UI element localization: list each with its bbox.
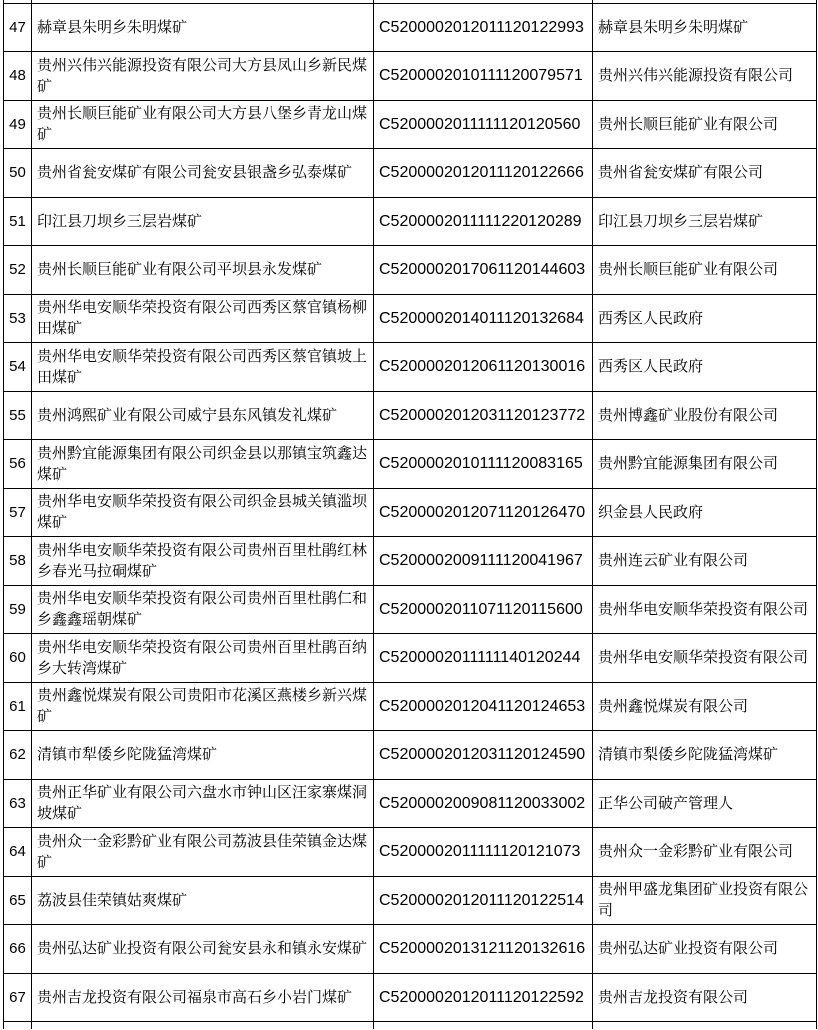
table-row xyxy=(4,100,817,149)
table-row xyxy=(4,925,817,974)
license-code-cell: C5200002011111220120289 xyxy=(374,197,593,246)
mine-name-cell: 贵州吉龙投资有限公司福泉市高石乡小岩门煤矿 xyxy=(32,973,374,1022)
holder-cell: 贵州省瓮安煤矿有限公司 xyxy=(593,149,817,198)
table-row xyxy=(4,440,817,489)
mine-name-cell: 贵州鑫悦煤炭有限公司贵阳市花溪区燕楼乡新兴煤矿 xyxy=(32,682,374,731)
row-number-cell: 51 xyxy=(4,197,32,246)
table-row xyxy=(4,52,817,101)
table-row xyxy=(4,682,817,731)
mine-name-cell: 贵州兴伟兴能源投资有限公司大方县凤山乡新民煤矿 xyxy=(32,52,374,101)
license-code-cell: C5200002012011120122514 xyxy=(374,876,593,925)
row-number-cell: 64 xyxy=(4,828,32,877)
mine-name-cell: 贵州鸿熙矿业有限公司威宁县东风镇发礼煤矿 xyxy=(32,391,374,440)
mine-name-cell: 贵州华电安顺华荣投资有限公司西秀区蔡官镇坡上田煤矿 xyxy=(32,343,374,392)
holder-cell: 贵州弘达矿业投资有限公司 xyxy=(593,925,817,974)
license-code-cell: C5200002012031120123772 xyxy=(374,391,593,440)
mine-name-cell: 贵州华电安顺华荣投资有限公司织金县城关镇滥坝煤矿 xyxy=(32,488,374,537)
mine-name-cell: 贵州省瓮安煤矿有限公司瓮安县银盏乡弘泰煤矿 xyxy=(32,149,374,198)
mine-name-cell: 贵州华电安顺华荣投资有限公司贵州百里杜鹃仁和乡鑫鑫瑶朝煤矿 xyxy=(32,585,374,634)
mine-table-body xyxy=(4,0,817,1029)
table-row xyxy=(4,585,817,634)
license-code-cell: C5200002017061120144603 xyxy=(374,246,593,295)
holder-cell: 织金县人民政府 xyxy=(593,488,817,537)
mine-name-cell: 清镇市犁倭乡陀陇猛湾煤矿 xyxy=(32,731,374,780)
table-row xyxy=(4,246,817,295)
mine-name-cell: 贵州弘达矿业投资有限公司瓮安县永和镇永安煤矿 xyxy=(32,925,374,974)
license-code-cell: C5200002012041120124653 xyxy=(374,682,593,731)
license-code-cell: C5200002012061120130016 xyxy=(374,343,593,392)
mine-license-table xyxy=(3,0,817,1029)
holder-cell: 贵州长顺巨能矿业有限公司 xyxy=(593,100,817,149)
license-code-cell: C5200002013121120132616 xyxy=(374,925,593,974)
row-number-cell: 63 xyxy=(4,779,32,828)
license-code-cell: C5200002009081120033002 xyxy=(374,779,593,828)
holder-cell: 贵州黔宜能源集团有限公司 xyxy=(593,440,817,489)
row-number-cell: 47 xyxy=(4,3,32,52)
row-number-cell: 57 xyxy=(4,488,32,537)
holder-cell: 贵州博鑫矿业股份有限公司 xyxy=(593,391,817,440)
license-code-cell: C5200002009111120041967 xyxy=(374,537,593,586)
license-code-cell: C5200002014011120132684 xyxy=(374,294,593,343)
row-number-cell: 58 xyxy=(4,537,32,586)
table-row xyxy=(4,149,817,198)
license-code-cell: C5200002012031120124590 xyxy=(374,731,593,780)
row-number-cell: 61 xyxy=(4,682,32,731)
holder-cell: 正华公司破产管理人 xyxy=(593,779,817,828)
row-number-cell: 55 xyxy=(4,391,32,440)
holder-cell: 贵州众一金彩黔矿业有限公司 xyxy=(593,828,817,877)
table-row xyxy=(4,537,817,586)
license-code-cell: C5200002012071120126470 xyxy=(374,488,593,537)
holder-cell: 贵州吉龙投资有限公司 xyxy=(593,973,817,1022)
holder-cell: 印江县刀坝乡三层岩煤矿 xyxy=(593,197,817,246)
mine-name-cell: 贵州长顺巨能矿业有限公司大方县八堡乡青龙山煤矿 xyxy=(32,100,374,149)
cropped-cell xyxy=(32,1022,374,1029)
mine-name-cell: 赫章县朱明乡朱明煤矿 xyxy=(32,3,374,52)
table-row xyxy=(4,828,817,877)
mine-name-cell: 印江县刀坝乡三层岩煤矿 xyxy=(32,197,374,246)
mine-name-cell: 贵州华电安顺华荣投资有限公司贵州百里杜鹃红林乡春光马拉硐煤矿 xyxy=(32,537,374,586)
row-number-cell: 52 xyxy=(4,246,32,295)
holder-cell: 贵州兴伟兴能源投资有限公司 xyxy=(593,52,817,101)
license-code-cell: C5200002010111120083165 xyxy=(374,440,593,489)
cropped-cell xyxy=(593,1022,817,1029)
table-row xyxy=(4,294,817,343)
cropped-row-bottom xyxy=(4,1022,817,1029)
license-code-cell: C5200002011071120115600 xyxy=(374,585,593,634)
holder-cell: 贵州华电安顺华荣投资有限公司 xyxy=(593,634,817,683)
mine-name-cell: 贵州黔宜能源集团有限公司织金县以那镇宝筑鑫达煤矿 xyxy=(32,440,374,489)
table-row xyxy=(4,3,817,52)
row-number-cell: 54 xyxy=(4,343,32,392)
table-row xyxy=(4,876,817,925)
row-number-cell: 59 xyxy=(4,585,32,634)
table-row xyxy=(4,197,817,246)
license-code-cell: C5200002010111120079571 xyxy=(374,52,593,101)
row-number-cell: 49 xyxy=(4,100,32,149)
holder-cell: 贵州鑫悦煤炭有限公司 xyxy=(593,682,817,731)
mine-name-cell: 贵州华电安顺华荣投资有限公司贵州百里杜鹃百纳乡大转湾煤矿 xyxy=(32,634,374,683)
table-row xyxy=(4,343,817,392)
holder-cell: 贵州连云矿业有限公司 xyxy=(593,537,817,586)
mine-name-cell: 贵州正华矿业有限公司六盘水市钟山区汪家寨煤洞坡煤矿 xyxy=(32,779,374,828)
table-row xyxy=(4,973,817,1022)
cropped-cell xyxy=(374,1022,593,1029)
mine-name-cell: 贵州华电安顺华荣投资有限公司西秀区蔡官镇杨柳田煤矿 xyxy=(32,294,374,343)
license-code-cell: C5200002012011120122666 xyxy=(374,149,593,198)
holder-cell: 清镇市梨倭乡陀陇猛湾煤矿 xyxy=(593,731,817,780)
row-number-cell: 62 xyxy=(4,731,32,780)
row-number-cell: 65 xyxy=(4,876,32,925)
holder-cell: 贵州甲盛龙集团矿业投资有限公司 xyxy=(593,876,817,925)
holder-cell: 西秀区人民政府 xyxy=(593,343,817,392)
mine-name-cell: 贵州众一金彩黔矿业有限公司荔波县佳荣镇金达煤矿 xyxy=(32,828,374,877)
row-number-cell: 48 xyxy=(4,52,32,101)
row-number-cell: 56 xyxy=(4,440,32,489)
holder-cell: 西秀区人民政府 xyxy=(593,294,817,343)
row-number-cell: 67 xyxy=(4,973,32,1022)
mine-name-cell: 荔波县佳荣镇姑爽煤矿 xyxy=(32,876,374,925)
table-row xyxy=(4,634,817,683)
mine-name-cell: 贵州长顺巨能矿业有限公司平坝县永发煤矿 xyxy=(32,246,374,295)
row-number-cell: 66 xyxy=(4,925,32,974)
table-row xyxy=(4,391,817,440)
holder-cell: 赫章县朱明乡朱明煤矿 xyxy=(593,3,817,52)
row-number-cell: 50 xyxy=(4,149,32,198)
table-row xyxy=(4,488,817,537)
license-code-cell: C5200002012011120122592 xyxy=(374,973,593,1022)
holder-cell: 贵州华电安顺华荣投资有限公司 xyxy=(593,585,817,634)
row-number-cell: 60 xyxy=(4,634,32,683)
license-code-cell: C5200002011111120121073 xyxy=(374,828,593,877)
license-code-cell: C5200002011111140120244 xyxy=(374,634,593,683)
license-code-cell: C5200002011111120120560 xyxy=(374,100,593,149)
cropped-cell xyxy=(4,1022,32,1029)
table-row xyxy=(4,731,817,780)
holder-cell: 贵州长顺巨能矿业有限公司 xyxy=(593,246,817,295)
table-row xyxy=(4,779,817,828)
license-code-cell: C5200002012011120122993 xyxy=(374,3,593,52)
row-number-cell: 53 xyxy=(4,294,32,343)
